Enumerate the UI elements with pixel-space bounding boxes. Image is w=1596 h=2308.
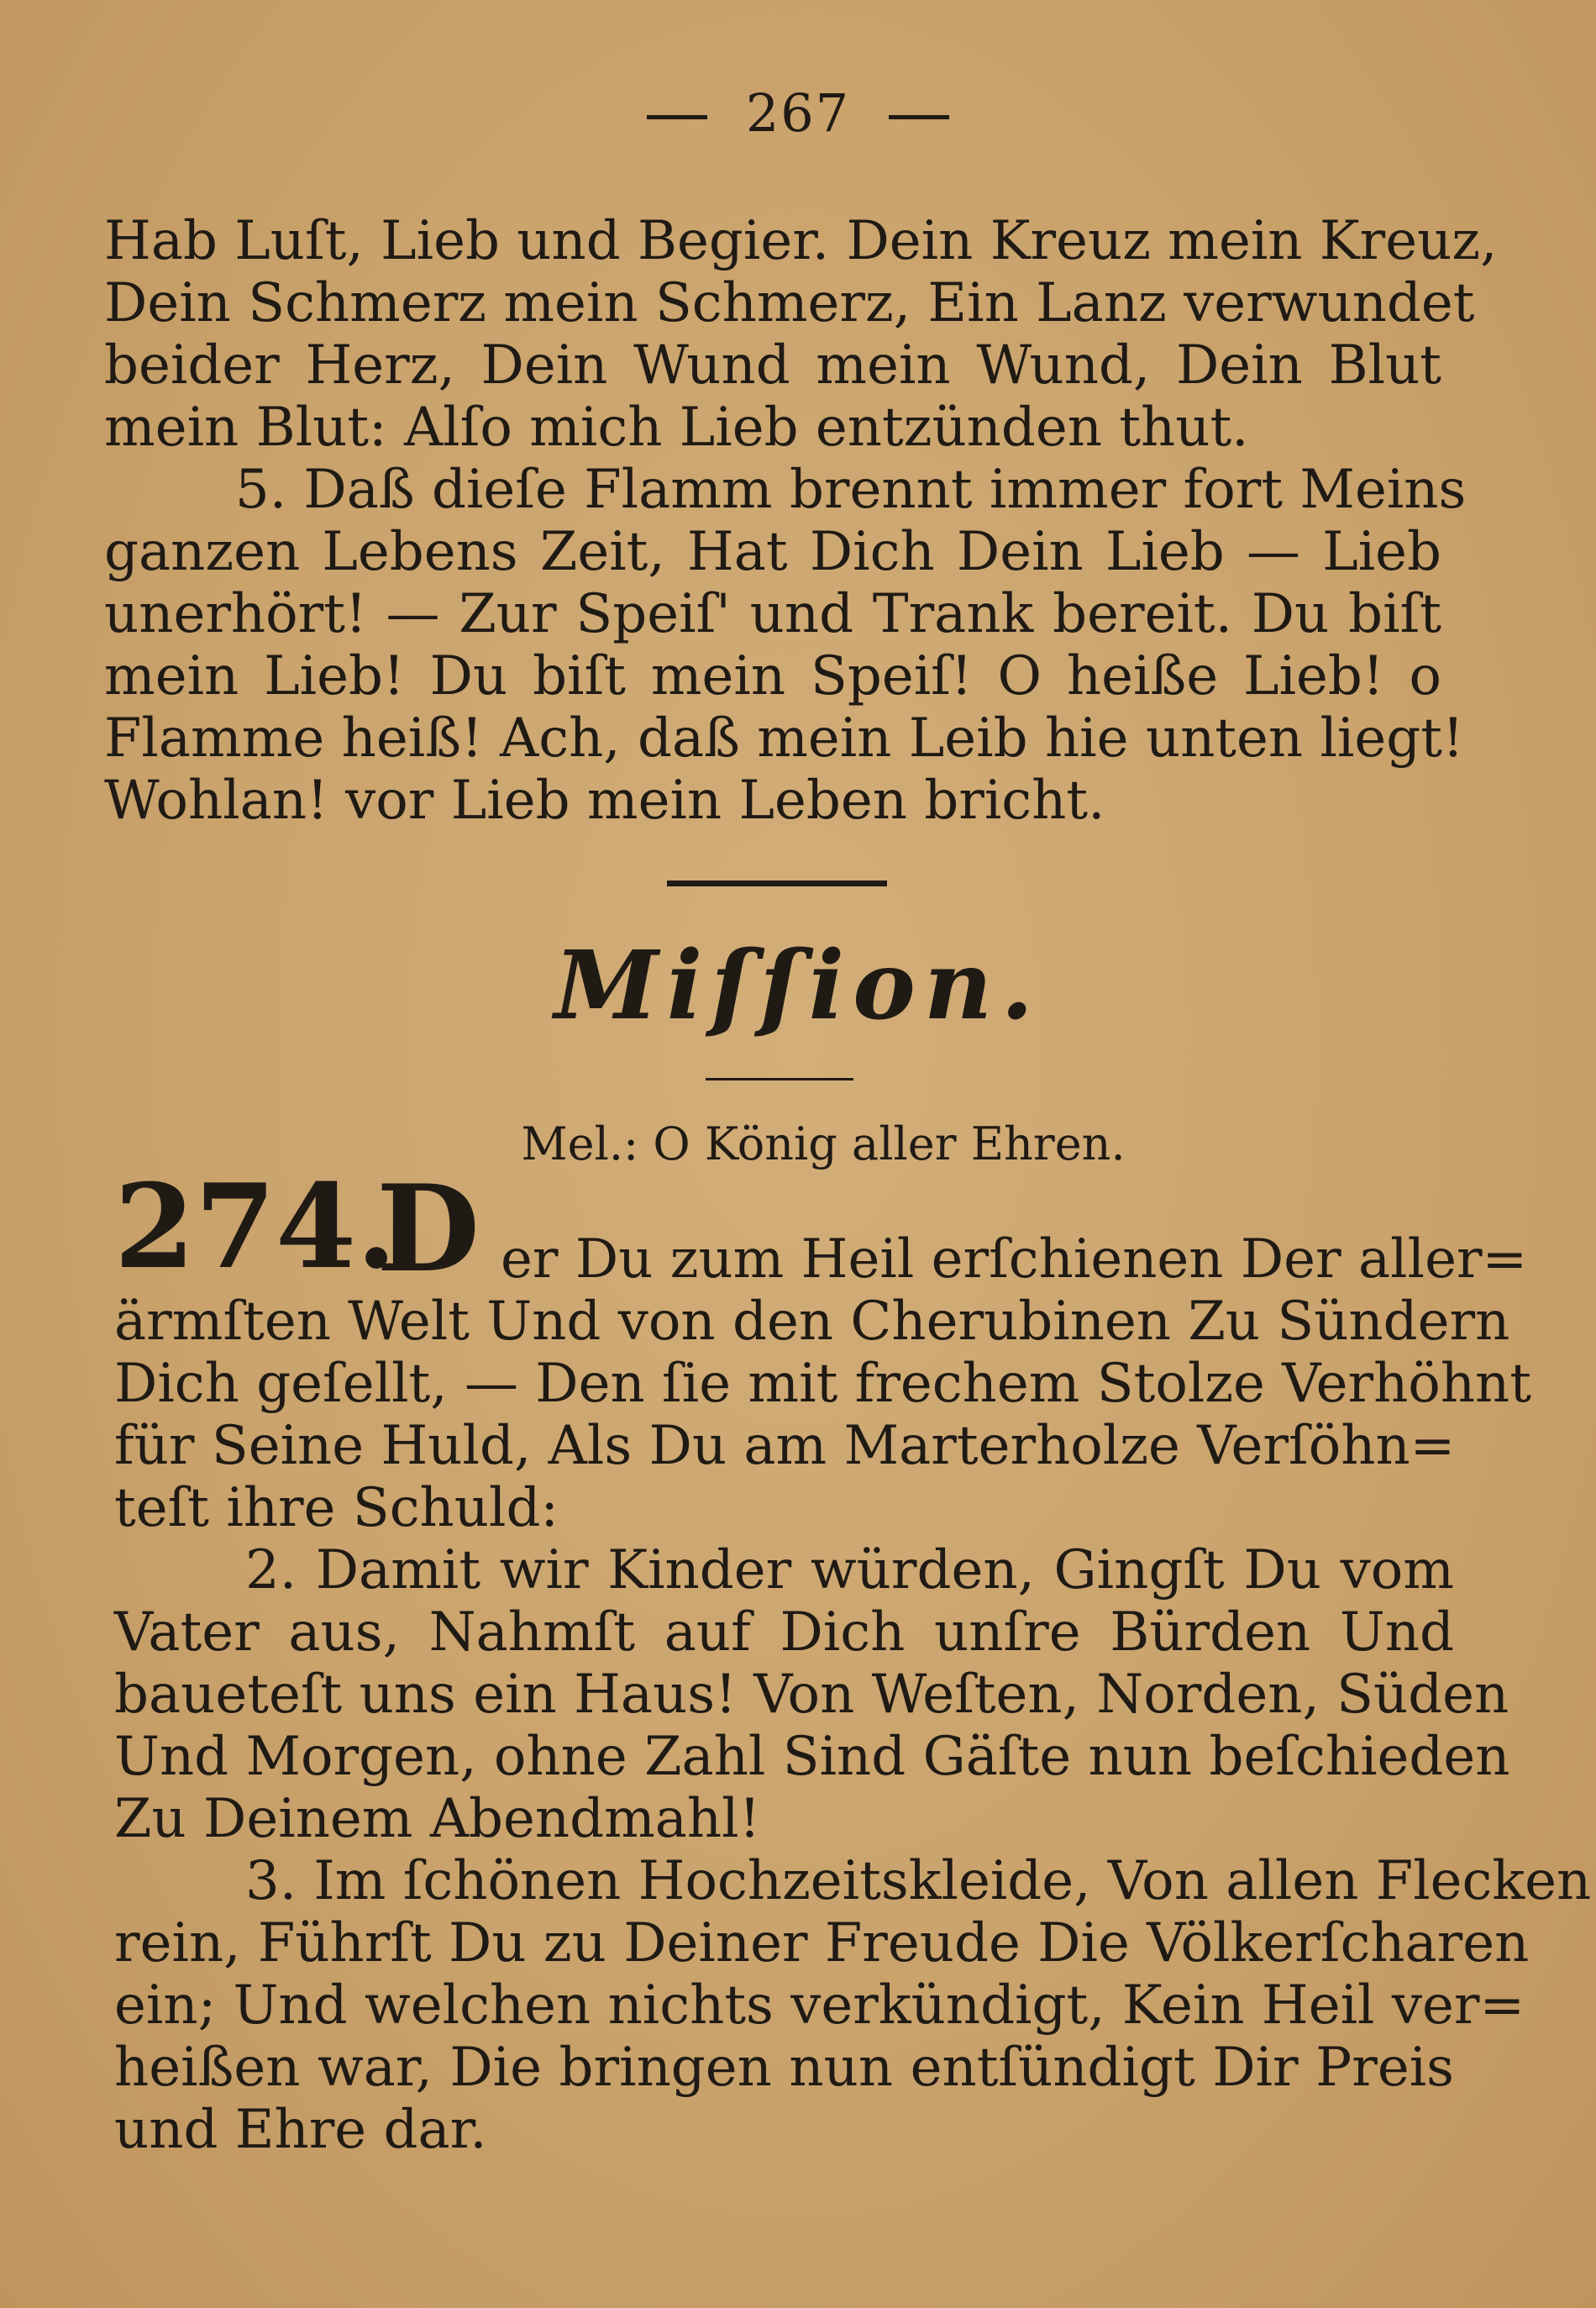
text-line: unerhört! — Zur Speiſ' und Trank bereit. Du biſt [104,583,1441,645]
text-line: Und Morgen, ohne Zahl Sind Gäſte nun beſchieden [114,1726,1510,1788]
text-line: beider Herz, Dein Wund mein Wund, Dein Blut [104,334,1441,397]
text-line: für Seine Huld, Als Du am Marterholze Verſöhn= [114,1415,1456,1477]
melody-line: Mel.: O König aller Ehren. [521,1117,1126,1170]
text-line: ein; Und welchen nichts verkündigt, Kein Heil ver= [114,1974,1525,2037]
header-dash-left [647,115,707,119]
text-line: ganzen Lebens Zeit, Hat Dich Dein Lieb — Lieb [104,521,1441,583]
text-line: ärmſten Welt Und von den Cherubinen Zu Sündern [114,1291,1510,1353]
hymn-first-line: er Du zum Heil erſchienen Der aller= [501,1228,1528,1291]
text-line: mein Blut: Alſo mich Lieb entzünden thut. [104,397,1249,459]
text-line: und Ehre dar. [114,2099,487,2161]
text-line: Wohlan! vor Lieb mein Leben bricht. [104,770,1105,832]
text-line: Zu Deinem Abendmahl! [114,1788,761,1850]
text-line: Flamme heiß! Ach, daß mein Leib hie unten liegt! [104,707,1464,770]
header-dash-right [889,115,949,119]
text-line: Dein Schmerz mein Schmerz, Ein Lanz verwundet [104,272,1475,334]
text-line: teſt ihre Schuld: [114,1477,559,1539]
text-line: Hab Luſt, Lieb und Begier. Dein Kreuz mein Kreuz, [104,210,1498,272]
section-title: Miſſion. [554,931,1042,1041]
page-number: 267 [745,82,851,144]
text-line: heißen war, Die bringen nun entſündigt Dir Preis [114,2037,1454,2099]
text-line: rein, Führſt Du zu Deiner Freude Die Völkerſcharen [114,1912,1530,1974]
title-underline [706,1078,853,1080]
verse-start-line: 3. Im ſchönen Hochzeitskleide, Von allen Flecken [245,1850,1592,1912]
text-line: mein Lieb! Du biſt mein Speiſ! O heiße Lieb! o [104,645,1441,707]
verse-start-line: 5. Daß dieſe Flamm brennt immer fort Meins [235,459,1467,521]
hymn-number: 274. [114,1158,397,1295]
text-line: baueteſt uns ein Haus! Von Weſten, Norden, Süden [114,1664,1509,1726]
drop-cap-initial: D [376,1159,480,1299]
verse-start-line: 2. Damit wir Kinder würden, Gingſt Du vom [245,1539,1454,1601]
page-header [0,82,1596,144]
text-line: Vater aus, Nahmſt auf Dich unſre Bürden Und [114,1601,1454,1664]
section-divider [667,881,887,886]
text-line: Dich geſellt, — Den ſie mit frechem Stolze Verhöhnt [114,1353,1531,1415]
